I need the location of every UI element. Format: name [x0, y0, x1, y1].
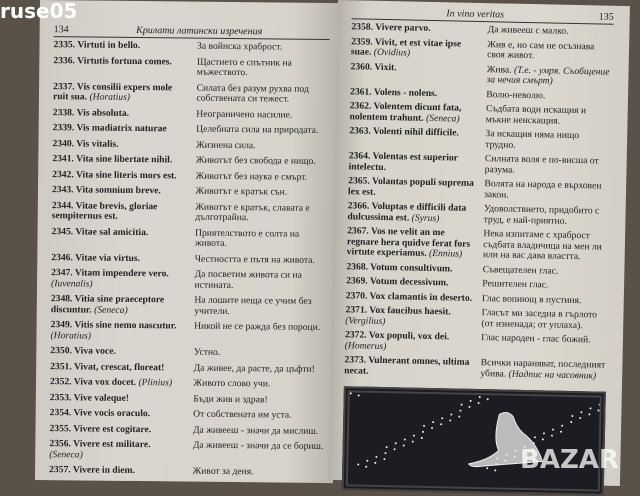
latin-text: 2335. Virtuti in bello.	[53, 39, 141, 52]
star	[542, 438, 544, 440]
entry-row	[51, 253, 327, 266]
translation	[488, 25, 614, 38]
latin-text: 2364. Volentas est superior intelectu.	[348, 150, 458, 173]
translation	[482, 279, 608, 292]
translation	[196, 125, 329, 137]
entry-row	[52, 154, 328, 167]
translation	[194, 270, 327, 292]
latin-text: 2353. Vive valeque!	[49, 391, 130, 404]
left-page	[35, 0, 338, 483]
star	[496, 457, 498, 459]
latin-phrase	[53, 40, 197, 52]
entry-row	[348, 176, 610, 202]
star	[431, 427, 433, 429]
translation-text: Животът е кратък сън.	[195, 185, 288, 198]
page-number: 135	[598, 11, 614, 23]
entry-row	[52, 170, 328, 183]
latin-phrase	[52, 185, 196, 197]
translation	[486, 104, 612, 128]
entry-row	[49, 439, 325, 463]
latin-phrase	[50, 320, 194, 343]
watermark-bazar: BAZAR	[520, 445, 619, 475]
star	[487, 398, 489, 400]
entry-row	[53, 108, 329, 121]
translation	[195, 254, 328, 266]
latin-text: 2349. Vitis sine nemo nascutur.	[50, 319, 177, 332]
star	[571, 415, 573, 417]
translation	[480, 358, 606, 382]
translation-text: Никой не се ражда без пороци.	[194, 320, 321, 333]
star	[570, 421, 572, 423]
entry-row	[349, 126, 611, 152]
entry-row	[52, 139, 328, 152]
entry-row	[50, 393, 326, 406]
translation	[485, 154, 611, 178]
latin-text: 2336. Virtutis fortuna comes.	[53, 54, 173, 67]
latin-text: 2362. Volentem dicunt fata, nolentem trahunt.	[349, 100, 462, 124]
author: (Plinius)	[138, 377, 173, 389]
translation-text: Жива.	[486, 63, 512, 76]
author: (Homerus)	[344, 339, 387, 352]
latin-phrase	[350, 62, 487, 86]
star	[413, 435, 415, 437]
translation	[194, 296, 327, 318]
star	[422, 431, 424, 433]
translation-text: Силната воля е по-висша от разума.	[484, 153, 599, 176]
star	[543, 432, 545, 434]
latin-phrase	[49, 465, 193, 477]
entry-row	[50, 320, 326, 344]
translation	[487, 40, 613, 64]
star	[561, 425, 563, 427]
latin-phrase	[351, 22, 487, 35]
star	[412, 441, 414, 443]
translation	[196, 83, 329, 105]
translation	[193, 394, 326, 406]
star	[385, 452, 387, 454]
translation	[486, 65, 612, 89]
entry-list	[344, 22, 613, 381]
translation-text: Волю-неволю.	[486, 88, 546, 101]
star	[534, 436, 536, 438]
translation-text: Да живееш - значи да се бориш.	[192, 439, 324, 452]
translation	[195, 187, 328, 199]
entry-row	[344, 355, 606, 381]
star	[597, 410, 599, 412]
latin-phrase	[51, 253, 195, 265]
latin-text: 2357. Vivere in diem.	[49, 464, 136, 477]
star	[504, 460, 506, 462]
page-number: 134	[53, 24, 69, 36]
star	[450, 413, 452, 415]
translation-text: За искащия няма нищо трудно.	[485, 128, 580, 151]
translation-text: Честността е пътя на живота.	[194, 253, 315, 266]
star	[449, 419, 451, 421]
translation	[486, 90, 612, 103]
entry-row	[349, 101, 611, 127]
star	[461, 404, 463, 406]
latin-text: 2340. Vis vitalis.	[52, 137, 119, 150]
translation	[193, 441, 326, 463]
entry-list	[49, 40, 330, 478]
star	[423, 425, 425, 427]
star	[495, 463, 497, 465]
entry-row	[52, 201, 328, 225]
translation-text: Решителен глас.	[482, 278, 549, 291]
star	[358, 394, 360, 396]
running-title: Крилати латински изречения	[136, 25, 263, 38]
latin-text: 2339. Vis madiatrix naturae	[52, 122, 167, 135]
star	[403, 444, 405, 446]
latin-phrase	[53, 108, 197, 120]
translation	[193, 467, 326, 479]
latin-phrase	[52, 170, 196, 182]
entry-row	[351, 37, 613, 63]
latin-text: 2373. Vulnerant omnes, ultima necat.	[344, 354, 470, 377]
translation-text: Да посветим живота си на истината.	[194, 268, 302, 291]
latin-phrase	[345, 330, 482, 354]
latin-text: 2363. Volenti nihil difficile.	[349, 125, 459, 139]
star	[395, 442, 397, 444]
latin-text: 2360. Vixit.	[350, 60, 397, 73]
star	[383, 458, 385, 460]
latin-text: 2338. Vis absoluta.	[52, 106, 130, 119]
translation-text: Волята на народа е върховен закон.	[484, 178, 602, 201]
latin-text: 2365. Volantas populi suprema lex est.	[347, 175, 474, 198]
star	[357, 464, 359, 466]
latin-phrase	[53, 56, 197, 79]
right-page	[328, 0, 630, 486]
star	[365, 466, 367, 468]
translation-text: За войнска храброст.	[196, 40, 283, 53]
illustration-night-sky-figure	[342, 386, 606, 495]
entry-row	[52, 185, 328, 198]
translation	[485, 129, 611, 153]
latin-phrase	[346, 262, 482, 275]
star	[394, 448, 396, 450]
latin-text: 2354. Vive vocis oraculo.	[49, 407, 151, 420]
translation-text: Жизнена сила.	[195, 139, 256, 151]
star	[404, 438, 406, 440]
author: (Seneca)	[94, 304, 128, 316]
latin-text: 2350. Viva voce.	[50, 345, 116, 357]
entry-row	[51, 294, 327, 318]
entry-row	[345, 305, 607, 331]
translation-text: Животът без наука е смърт.	[195, 170, 308, 183]
star	[486, 467, 488, 469]
translation-text: Бъди жив и здрав!	[193, 393, 268, 405]
latin-text: 2369. Votum decessivum.	[346, 275, 449, 289]
star	[533, 442, 535, 444]
translation-text: Живото слово учи.	[193, 377, 271, 390]
latin-phrase	[53, 82, 197, 105]
entry-row	[49, 424, 325, 437]
entry-row	[53, 40, 329, 53]
latin-text: 2372. Vox populi, vox dei.	[344, 329, 450, 343]
author: (Seneca)	[49, 448, 83, 460]
author: (Ennius)	[428, 247, 463, 260]
translation-text: Силата без разум рухва под собствената си тежест.	[196, 82, 309, 105]
star	[580, 411, 582, 413]
translation	[196, 109, 329, 121]
translation-text: Съдбата води искащия и мъкне неискащия.	[485, 103, 587, 127]
latin-phrase	[49, 424, 193, 436]
star	[551, 435, 553, 437]
latin-text: 2337. Vis consilii expers mole ruit sua.	[52, 80, 173, 103]
translation	[482, 294, 608, 307]
latin-phrase	[50, 377, 194, 389]
note: (Т.е. - умря. Съобщение за нечия смърт)	[486, 64, 610, 87]
translation-text: Да живее, да расте, да цъфти!	[193, 362, 315, 375]
author: (Ovidius)	[373, 46, 411, 59]
latin-phrase	[52, 154, 196, 166]
latin-phrase	[52, 139, 196, 151]
entry-row	[53, 123, 329, 136]
translation	[195, 202, 328, 224]
translation	[481, 333, 607, 357]
latin-phrase	[347, 226, 484, 260]
star	[505, 454, 507, 456]
translation-text: Приятелството е солта на живота.	[194, 227, 300, 249]
translation-text: Глас народен - глас божий.	[481, 332, 591, 346]
author: (Vergilius)	[345, 314, 386, 327]
star	[350, 392, 352, 394]
latin-text: 2368. Votum consultivum.	[346, 260, 453, 274]
star	[470, 400, 472, 402]
translation	[197, 57, 330, 79]
latin-phrase	[346, 276, 482, 289]
latin-phrase	[50, 393, 194, 405]
translation-text: На лошите неща се учим без учители.	[194, 294, 312, 317]
latin-phrase	[344, 355, 481, 379]
note: (Надпис на часовник)	[508, 368, 597, 381]
translation-text: Да живееш - значи да мислиш.	[192, 424, 319, 437]
star	[440, 423, 442, 425]
latin-phrase	[51, 294, 195, 317]
star	[599, 404, 601, 406]
entry-row	[348, 151, 610, 177]
latin-phrase	[50, 362, 194, 374]
translation	[483, 265, 609, 278]
star	[552, 429, 554, 431]
translation	[195, 228, 328, 250]
latin-text: 2359. Vivit, et est vitae ipse suae.	[350, 35, 462, 58]
star	[468, 406, 470, 408]
latin-text: 2341. Vita sine libertate nihil.	[52, 153, 173, 166]
latin-phrase	[348, 176, 485, 200]
page-header	[54, 24, 330, 40]
star	[515, 450, 517, 452]
latin-phrase	[349, 101, 486, 125]
latin-text: 2366. Voluptas e difficili data dulcussima est.	[347, 200, 467, 224]
translation-text: Жив е, но сам не осъзнава своя живот.	[487, 38, 595, 62]
entry-row	[50, 408, 326, 421]
translation-text: Удоволствието, придобито с труд, е най-приятно.	[483, 203, 600, 227]
translation-text: Животът без свобода е нищо.	[195, 154, 316, 167]
author: (Syrus)	[411, 212, 440, 224]
translation	[484, 179, 610, 203]
translation-text: Съвещателен глас.	[482, 263, 559, 277]
latin-phrase	[347, 201, 484, 225]
latin-phrase	[50, 408, 194, 420]
author: (Seneca)	[425, 112, 460, 125]
author: (Horatius)	[50, 329, 92, 342]
translation-text: Да живееш с малко.	[487, 24, 569, 37]
entry-row	[53, 82, 329, 106]
latin-phrase	[350, 87, 486, 100]
translation	[194, 348, 327, 360]
latin-text: 2356. Vivere est militare.	[49, 438, 151, 451]
star	[366, 460, 368, 462]
entry-row	[347, 201, 609, 227]
translation	[484, 204, 610, 228]
translation	[481, 308, 607, 332]
translation	[193, 410, 326, 422]
translation	[194, 363, 327, 375]
entry-row	[350, 62, 612, 88]
translation	[197, 42, 330, 54]
translation-text: Животът е кратък, славата е дълготрайна.	[195, 201, 310, 224]
latin-text: 2344. Vitae brevis, gloriae sempiternus est.	[51, 199, 158, 222]
translation	[196, 156, 329, 168]
translation	[194, 322, 327, 344]
entry-row	[347, 226, 610, 263]
star	[579, 417, 581, 419]
translation	[196, 140, 329, 152]
star	[441, 417, 443, 419]
entry-row	[53, 56, 329, 80]
author: (Horatius)	[89, 91, 131, 103]
latin-phrase	[346, 291, 482, 304]
latin-text: 2355. Vivere est cogitare.	[49, 422, 152, 435]
star	[432, 421, 434, 423]
star	[459, 410, 461, 412]
translation	[193, 379, 326, 391]
latin-text: 2347. Vitam impendere vero.	[51, 267, 169, 280]
latin-phrase	[345, 305, 482, 329]
latin-text: 2361. Volens - nolens.	[349, 85, 438, 99]
entry-row	[50, 346, 326, 359]
entry-row	[50, 362, 326, 375]
entry-row	[49, 465, 325, 478]
running-title: In vino veritas	[446, 8, 505, 21]
latin-text: 2346. Vitae via virtus.	[51, 251, 141, 264]
translation-text: Нека изпитаме с храброст съдбата владичица на мен ли или на вас дава властта.	[482, 228, 602, 263]
latin-text: 2371. Vox faucibus haesit.	[345, 304, 451, 318]
translation	[483, 229, 609, 263]
latin-phrase	[348, 151, 485, 175]
star	[478, 402, 480, 404]
translation-text: Гласът ми заседна в гърлото (от изненада; от уплаха).	[481, 307, 598, 331]
latin-text: 2348. Vitia sine praeceptore discuntur.	[50, 293, 165, 316]
latin-text: 2358. Vivere parvo.	[351, 21, 431, 34]
star	[589, 407, 591, 409]
star	[421, 437, 423, 439]
latin-phrase	[50, 346, 194, 358]
translation-text: Глас вопиющ в пустиня.	[481, 292, 582, 306]
translation-text: Живот за деня.	[192, 465, 254, 478]
star	[386, 446, 388, 448]
translation-text: Целебната сила на природата.	[196, 123, 319, 136]
translation-text: Устно.	[193, 346, 221, 358]
latin-text: 2343. Vita somnium breve.	[51, 184, 161, 197]
translation	[196, 171, 329, 183]
latin-text: 2370. Vox clamantis in deserto.	[345, 289, 473, 304]
translation	[193, 425, 326, 437]
latin-phrase	[53, 123, 197, 135]
watermark-ruse05: ruse05	[0, 0, 78, 23]
star	[513, 456, 515, 458]
translation-text: Всички нараняват, последният убива.	[480, 357, 606, 380]
latin-text: 2352. Viva vox docet.	[49, 376, 137, 389]
latin-phrase	[351, 37, 488, 61]
latin-phrase	[349, 126, 486, 150]
latin-text: 2351. Vivat, crescat, floreat!	[50, 360, 165, 373]
entry-row	[51, 227, 327, 251]
star	[560, 431, 562, 433]
translation-text: Неограничено насилие.	[196, 108, 293, 121]
latin-phrase	[49, 439, 193, 462]
star	[588, 413, 590, 415]
star	[479, 396, 481, 398]
latin-phrase	[52, 201, 196, 224]
entry-row	[345, 330, 607, 356]
star	[375, 456, 377, 458]
latin-phrase	[51, 227, 195, 250]
latin-phrase	[51, 268, 195, 291]
entry-row	[50, 377, 326, 390]
latin-text: 2342. Vita sine literis mors est.	[52, 168, 177, 181]
translation-text: От собствената им уста.	[193, 408, 292, 421]
latin-text: 2367. Vos ne velit an me regnare hera quidve ferat fors virtute experiamus.	[346, 225, 471, 259]
translation-text: Щастието е спътник на мъжеството.	[196, 56, 292, 79]
entry-row	[51, 268, 327, 292]
star	[494, 469, 496, 471]
star	[458, 416, 460, 418]
author: (Iuvenalis)	[50, 277, 93, 290]
latin-text: 2345. Vitae sal amicitia.	[51, 225, 149, 238]
star	[374, 462, 376, 464]
